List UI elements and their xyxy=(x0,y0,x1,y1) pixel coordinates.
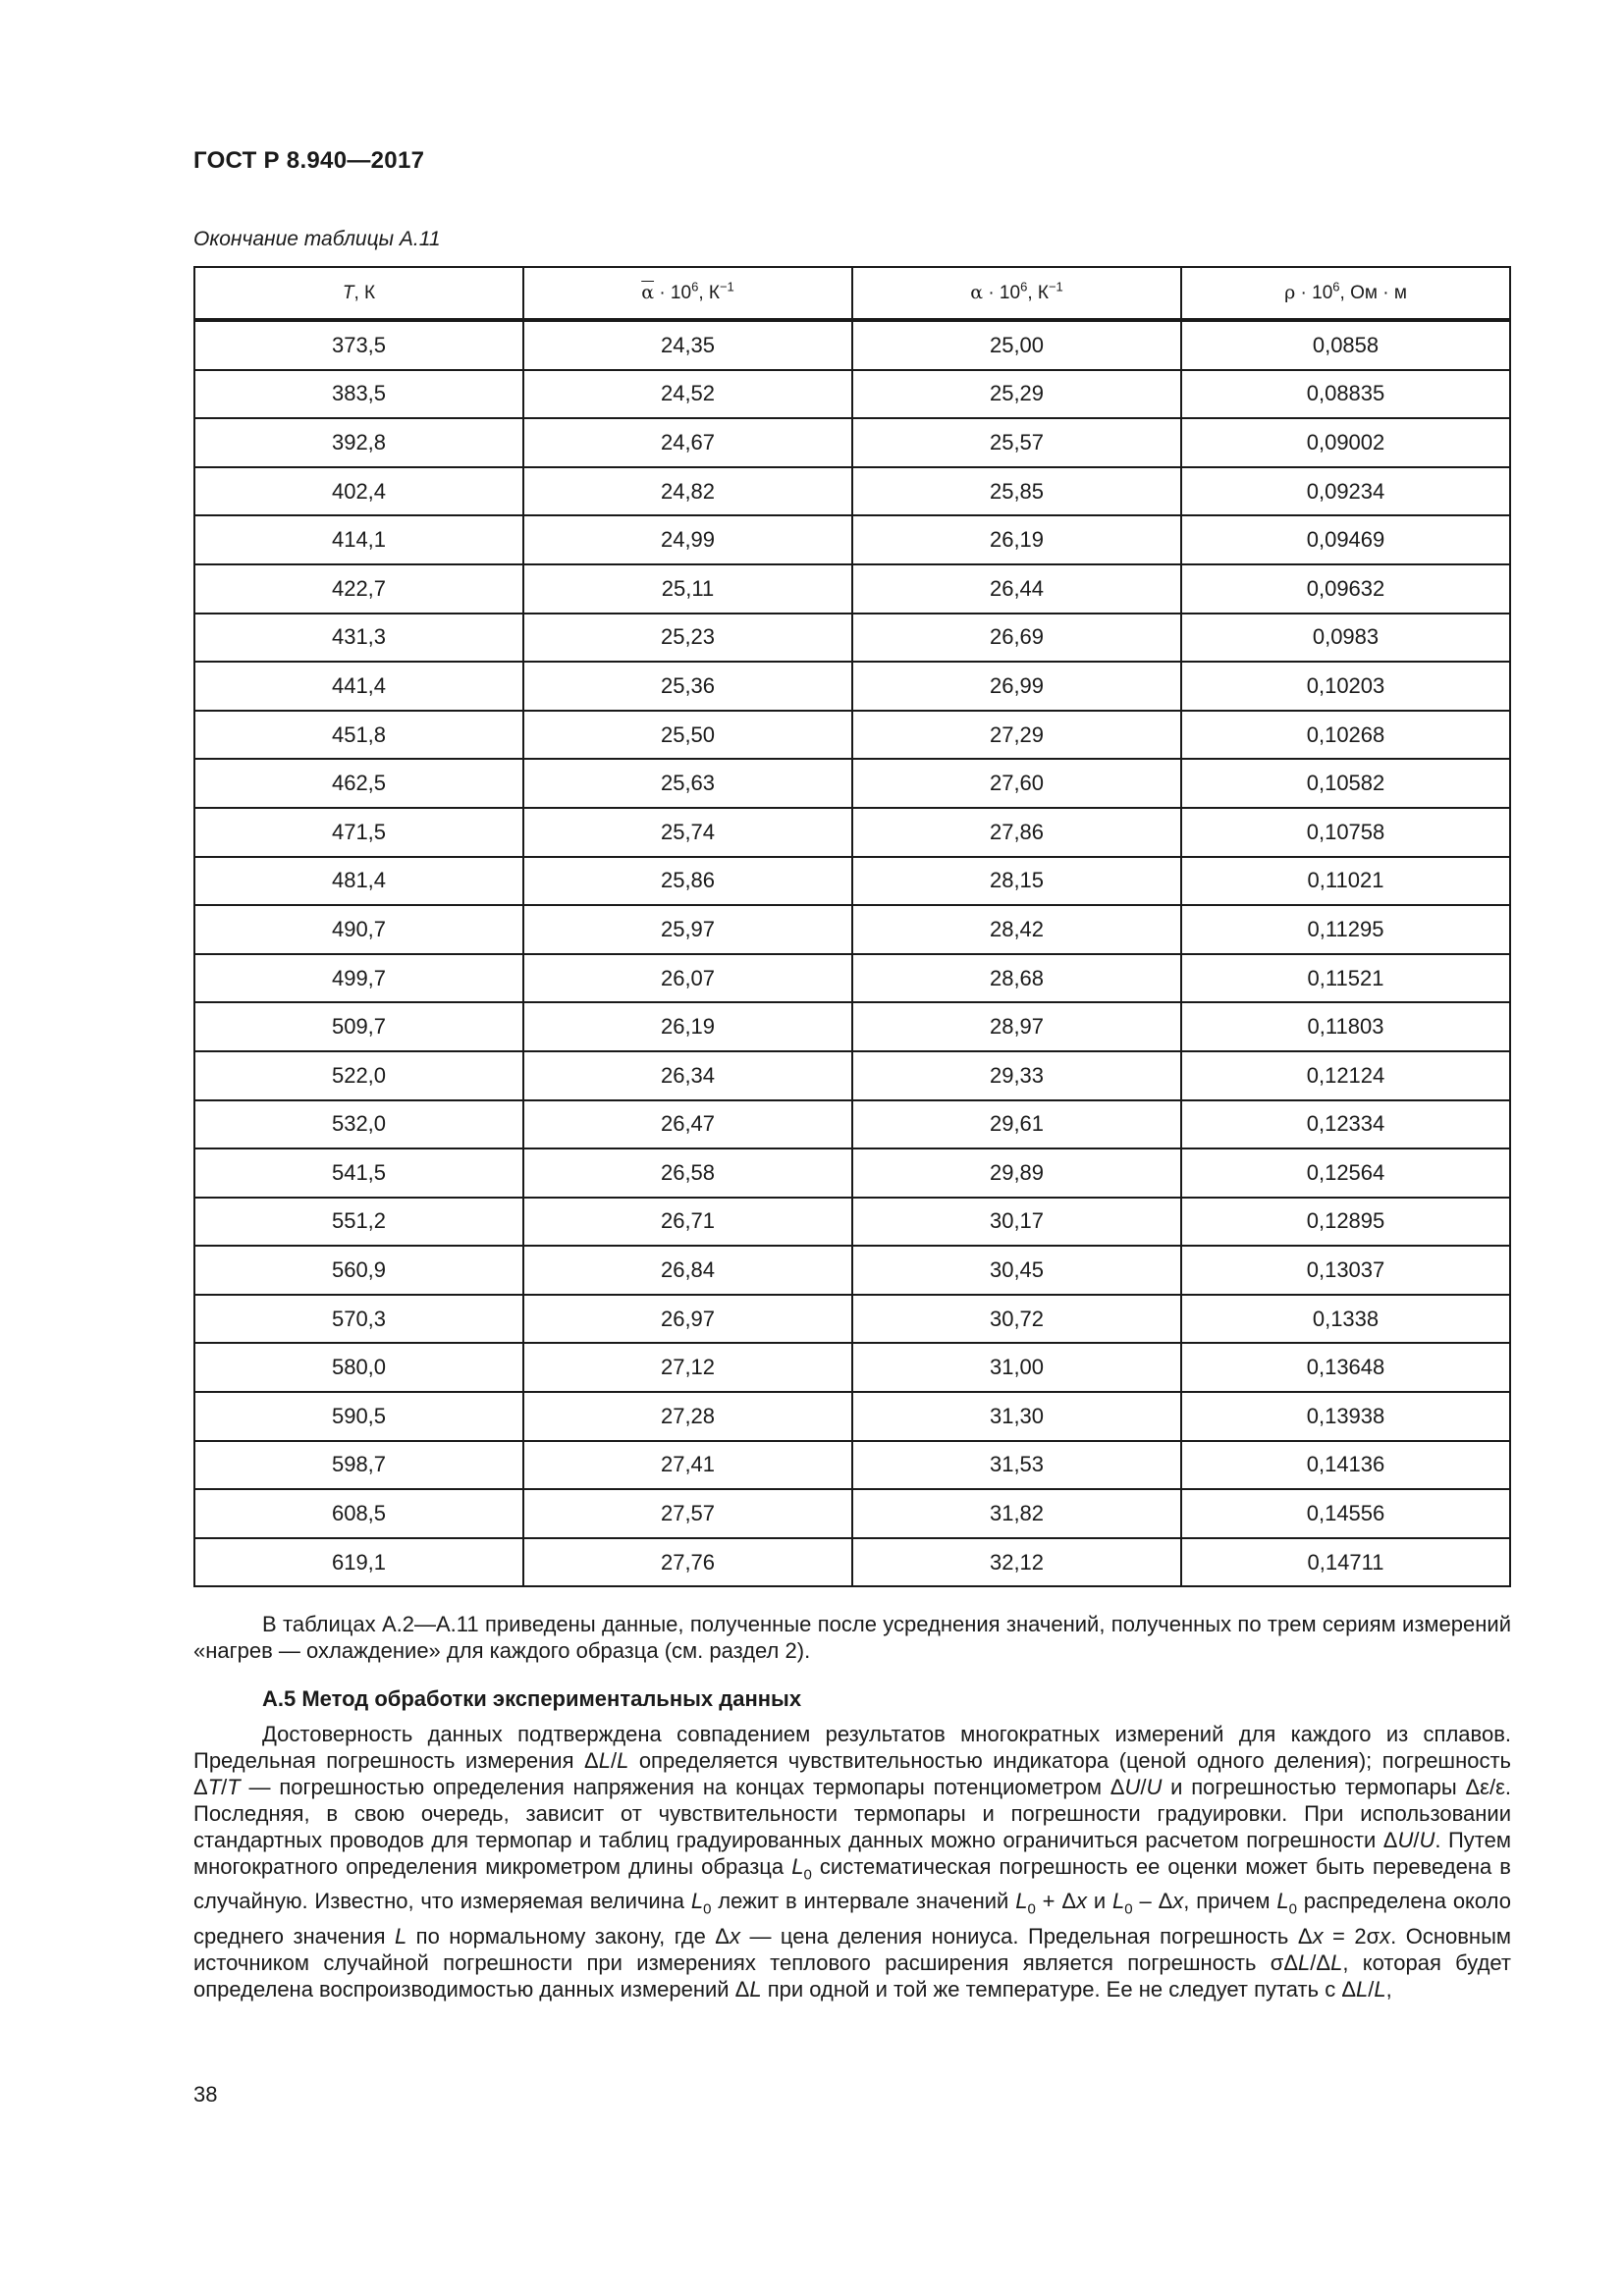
cell-rho: 0,08835 xyxy=(1181,370,1510,419)
table-row xyxy=(194,905,1510,954)
cell-mean-alpha: 24,35 xyxy=(523,320,852,370)
cell-mean-alpha: 24,67 xyxy=(523,418,852,467)
cell-temperature: 551,2 xyxy=(194,1198,523,1247)
cell-alpha: 27,60 xyxy=(852,759,1181,808)
cell-temperature: 570,3 xyxy=(194,1295,523,1344)
cell-rho: 0,11803 xyxy=(1181,1002,1510,1051)
cell-temperature: 471,5 xyxy=(194,808,523,857)
table-row xyxy=(194,564,1510,614)
cell-rho: 0,11021 xyxy=(1181,857,1510,906)
cell-temperature: 532,0 xyxy=(194,1100,523,1149)
cell-temperature: 580,0 xyxy=(194,1343,523,1392)
cell-rho: 0,12124 xyxy=(1181,1051,1510,1100)
table-row xyxy=(194,1051,1510,1100)
cell-alpha: 31,30 xyxy=(852,1392,1181,1441)
cell-temperature: 414,1 xyxy=(194,515,523,564)
cell-alpha: 29,61 xyxy=(852,1100,1181,1149)
table-row xyxy=(194,467,1510,516)
table-row xyxy=(194,320,1510,370)
table-row xyxy=(194,1538,1510,1587)
cell-rho: 0,13648 xyxy=(1181,1343,1510,1392)
cell-mean-alpha: 26,34 xyxy=(523,1051,852,1100)
cell-rho: 0,10268 xyxy=(1181,711,1510,760)
cell-mean-alpha: 25,74 xyxy=(523,808,852,857)
cell-alpha: 28,97 xyxy=(852,1002,1181,1051)
cell-alpha: 27,86 xyxy=(852,808,1181,857)
cell-mean-alpha: 26,71 xyxy=(523,1198,852,1247)
table-row xyxy=(194,954,1510,1003)
cell-mean-alpha: 25,50 xyxy=(523,711,852,760)
cell-rho: 0,14711 xyxy=(1181,1538,1510,1587)
table-row xyxy=(194,1392,1510,1441)
table-row xyxy=(194,418,1510,467)
cell-alpha: 31,82 xyxy=(852,1489,1181,1538)
cell-mean-alpha: 27,28 xyxy=(523,1392,852,1441)
cell-temperature: 541,5 xyxy=(194,1148,523,1198)
cell-mean-alpha: 27,12 xyxy=(523,1343,852,1392)
cell-mean-alpha: 25,63 xyxy=(523,759,852,808)
cell-temperature: 608,5 xyxy=(194,1489,523,1538)
header-mean-alpha: $\overline{\alpha} \cdot 10^6$, $К^{-1}$ xyxy=(523,267,852,320)
cell-temperature: 402,4 xyxy=(194,467,523,516)
cell-temperature: 431,3 xyxy=(194,614,523,663)
table-row xyxy=(194,1295,1510,1344)
table-row xyxy=(194,1441,1510,1490)
table-row xyxy=(194,1489,1510,1538)
cell-mean-alpha: 25,11 xyxy=(523,564,852,614)
cell-alpha: 28,42 xyxy=(852,905,1181,954)
header-rho: $\rho \cdot 10^6$, Ом · м xyxy=(1181,267,1510,320)
cell-mean-alpha: 27,76 xyxy=(523,1538,852,1587)
cell-temperature: 451,8 xyxy=(194,711,523,760)
table-header-row xyxy=(194,267,1510,320)
cell-alpha: 25,00 xyxy=(852,320,1181,370)
cell-rho: 0,13037 xyxy=(1181,1246,1510,1295)
table-row xyxy=(194,1198,1510,1247)
table-row xyxy=(194,1148,1510,1198)
table-row xyxy=(194,711,1510,760)
table-row xyxy=(194,1002,1510,1051)
cell-rho: 0,13938 xyxy=(1181,1392,1510,1441)
paragraph-method: Достоверность данных подтверждена совпадением результатов многократных измерений для каждого из сплавов. Предельная погрешность измерения ΔL/L определяется чувствительностью индикатора (ценой одного деления); погрешность ΔT/T — погрешностью определения напряжения на концах термопары потенциометром ΔU/U и погрешностью термопары Δε/ε. Последняя, в свою очередь, зависит от чувствительности термопары и погрешности градуировки. При использовании стандартных проводов для термопар и таблиц градуированных данных можно ограничиться расчетом погрешности ΔU/U. Путем многократного определения микрометром длины образца $L_0$ систематическая погрешность ее оценки может быть переведена в случайную. Известно, что измеряемая величина $L_0$ лежит в интервале значений $L_0 + \Delta x$ и $L_0$ – Δx, причем $L_0$ распределена около среднего значения L по нормальному закону, где Δx — цена деления нониуса. Предельная погрешность Δx = 2σx. Основным источником случайной погрешности при измерениях теплового расширения является погрешность σΔL/ΔL, которая будет определена воспроизводимостью данных измерений ΔL при одной и той же температуре. Ее не следует путать с ΔL/L, xyxy=(193,1722,1512,2002)
table-row xyxy=(194,515,1510,564)
table-caption: Окончание таблицы А.11 xyxy=(193,228,441,250)
cell-rho: 0,10582 xyxy=(1181,759,1510,808)
cell-rho: 0,11521 xyxy=(1181,954,1510,1003)
cell-rho: 0,14136 xyxy=(1181,1441,1510,1490)
table-row xyxy=(194,1100,1510,1149)
cell-rho: 0,0983 xyxy=(1181,614,1510,663)
cell-temperature: 490,7 xyxy=(194,905,523,954)
paragraph-averaging-note: В таблицах А.2—А.11 приведены данные, полученные после усреднения значений, полученных по трем сериям измерений «нагрев — охлаждение» для каждого образца (см. раздел 2). xyxy=(193,1612,1511,1663)
cell-alpha: 25,57 xyxy=(852,418,1181,467)
cell-rho: 0,12334 xyxy=(1181,1100,1510,1149)
table-row xyxy=(194,614,1510,663)
cell-rho: 0,0858 xyxy=(1181,320,1510,370)
table-body xyxy=(194,320,1510,1586)
cell-rho: 0,14556 xyxy=(1181,1489,1510,1538)
table-row xyxy=(194,370,1510,419)
cell-rho: 0,12564 xyxy=(1181,1148,1510,1198)
cell-alpha: 26,69 xyxy=(852,614,1181,663)
cell-alpha: 26,19 xyxy=(852,515,1181,564)
cell-alpha: 29,89 xyxy=(852,1148,1181,1198)
cell-temperature: 383,5 xyxy=(194,370,523,419)
cell-mean-alpha: 24,82 xyxy=(523,467,852,516)
table-row xyxy=(194,1246,1510,1295)
cell-temperature: 422,7 xyxy=(194,564,523,614)
cell-rho: 0,09469 xyxy=(1181,515,1510,564)
cell-alpha: 30,72 xyxy=(852,1295,1181,1344)
cell-rho: 0,10758 xyxy=(1181,808,1510,857)
cell-temperature: 619,1 xyxy=(194,1538,523,1587)
cell-rho: 0,12895 xyxy=(1181,1198,1510,1247)
data-table xyxy=(193,266,1511,1587)
cell-temperature: 481,4 xyxy=(194,857,523,906)
cell-alpha: 31,00 xyxy=(852,1343,1181,1392)
table-row xyxy=(194,662,1510,711)
page-number: 38 xyxy=(193,2082,218,2107)
cell-rho: 0,1338 xyxy=(1181,1295,1510,1344)
cell-mean-alpha: 26,58 xyxy=(523,1148,852,1198)
cell-temperature: 522,0 xyxy=(194,1051,523,1100)
table-row xyxy=(194,1343,1510,1392)
header-temperature: T, К xyxy=(194,267,523,320)
cell-rho: 0,09632 xyxy=(1181,564,1510,614)
header-alpha: $\alpha \cdot 10^6$, $К^{-1}$ xyxy=(852,267,1181,320)
table-row xyxy=(194,808,1510,857)
cell-alpha: 25,29 xyxy=(852,370,1181,419)
cell-mean-alpha: 25,36 xyxy=(523,662,852,711)
cell-alpha: 30,45 xyxy=(852,1246,1181,1295)
cell-alpha: 28,15 xyxy=(852,857,1181,906)
cell-rho: 0,11295 xyxy=(1181,905,1510,954)
cell-mean-alpha: 26,47 xyxy=(523,1100,852,1149)
cell-mean-alpha: 26,07 xyxy=(523,954,852,1003)
table-row xyxy=(194,857,1510,906)
cell-rho: 0,09234 xyxy=(1181,467,1510,516)
cell-mean-alpha: 26,84 xyxy=(523,1246,852,1295)
cell-temperature: 392,8 xyxy=(194,418,523,467)
cell-alpha: 30,17 xyxy=(852,1198,1181,1247)
cell-mean-alpha: 27,57 xyxy=(523,1489,852,1538)
cell-temperature: 509,7 xyxy=(194,1002,523,1051)
cell-alpha: 26,44 xyxy=(852,564,1181,614)
cell-alpha: 26,99 xyxy=(852,662,1181,711)
cell-alpha: 32,12 xyxy=(852,1538,1181,1587)
cell-mean-alpha: 24,52 xyxy=(523,370,852,419)
cell-mean-alpha: 25,86 xyxy=(523,857,852,906)
cell-alpha: 25,85 xyxy=(852,467,1181,516)
cell-temperature: 598,7 xyxy=(194,1441,523,1490)
cell-rho: 0,10203 xyxy=(1181,662,1510,711)
cell-mean-alpha: 26,19 xyxy=(523,1002,852,1051)
cell-temperature: 462,5 xyxy=(194,759,523,808)
document-id: ГОСТ Р 8.940—2017 xyxy=(193,147,425,174)
cell-mean-alpha: 24,99 xyxy=(523,515,852,564)
table-row xyxy=(194,759,1510,808)
cell-alpha: 31,53 xyxy=(852,1441,1181,1490)
cell-mean-alpha: 25,97 xyxy=(523,905,852,954)
cell-mean-alpha: 25,23 xyxy=(523,614,852,663)
cell-mean-alpha: 26,97 xyxy=(523,1295,852,1344)
cell-temperature: 499,7 xyxy=(194,954,523,1003)
cell-temperature: 441,4 xyxy=(194,662,523,711)
cell-alpha: 29,33 xyxy=(852,1051,1181,1100)
cell-alpha: 27,29 xyxy=(852,711,1181,760)
cell-rho: 0,09002 xyxy=(1181,418,1510,467)
cell-temperature: 590,5 xyxy=(194,1392,523,1441)
cell-temperature: 373,5 xyxy=(194,320,523,370)
cell-temperature: 560,9 xyxy=(194,1246,523,1295)
cell-alpha: 28,68 xyxy=(852,954,1181,1003)
cell-mean-alpha: 27,41 xyxy=(523,1441,852,1490)
section-heading: А.5 Метод обработки экспериментальных данных xyxy=(262,1686,802,1711)
